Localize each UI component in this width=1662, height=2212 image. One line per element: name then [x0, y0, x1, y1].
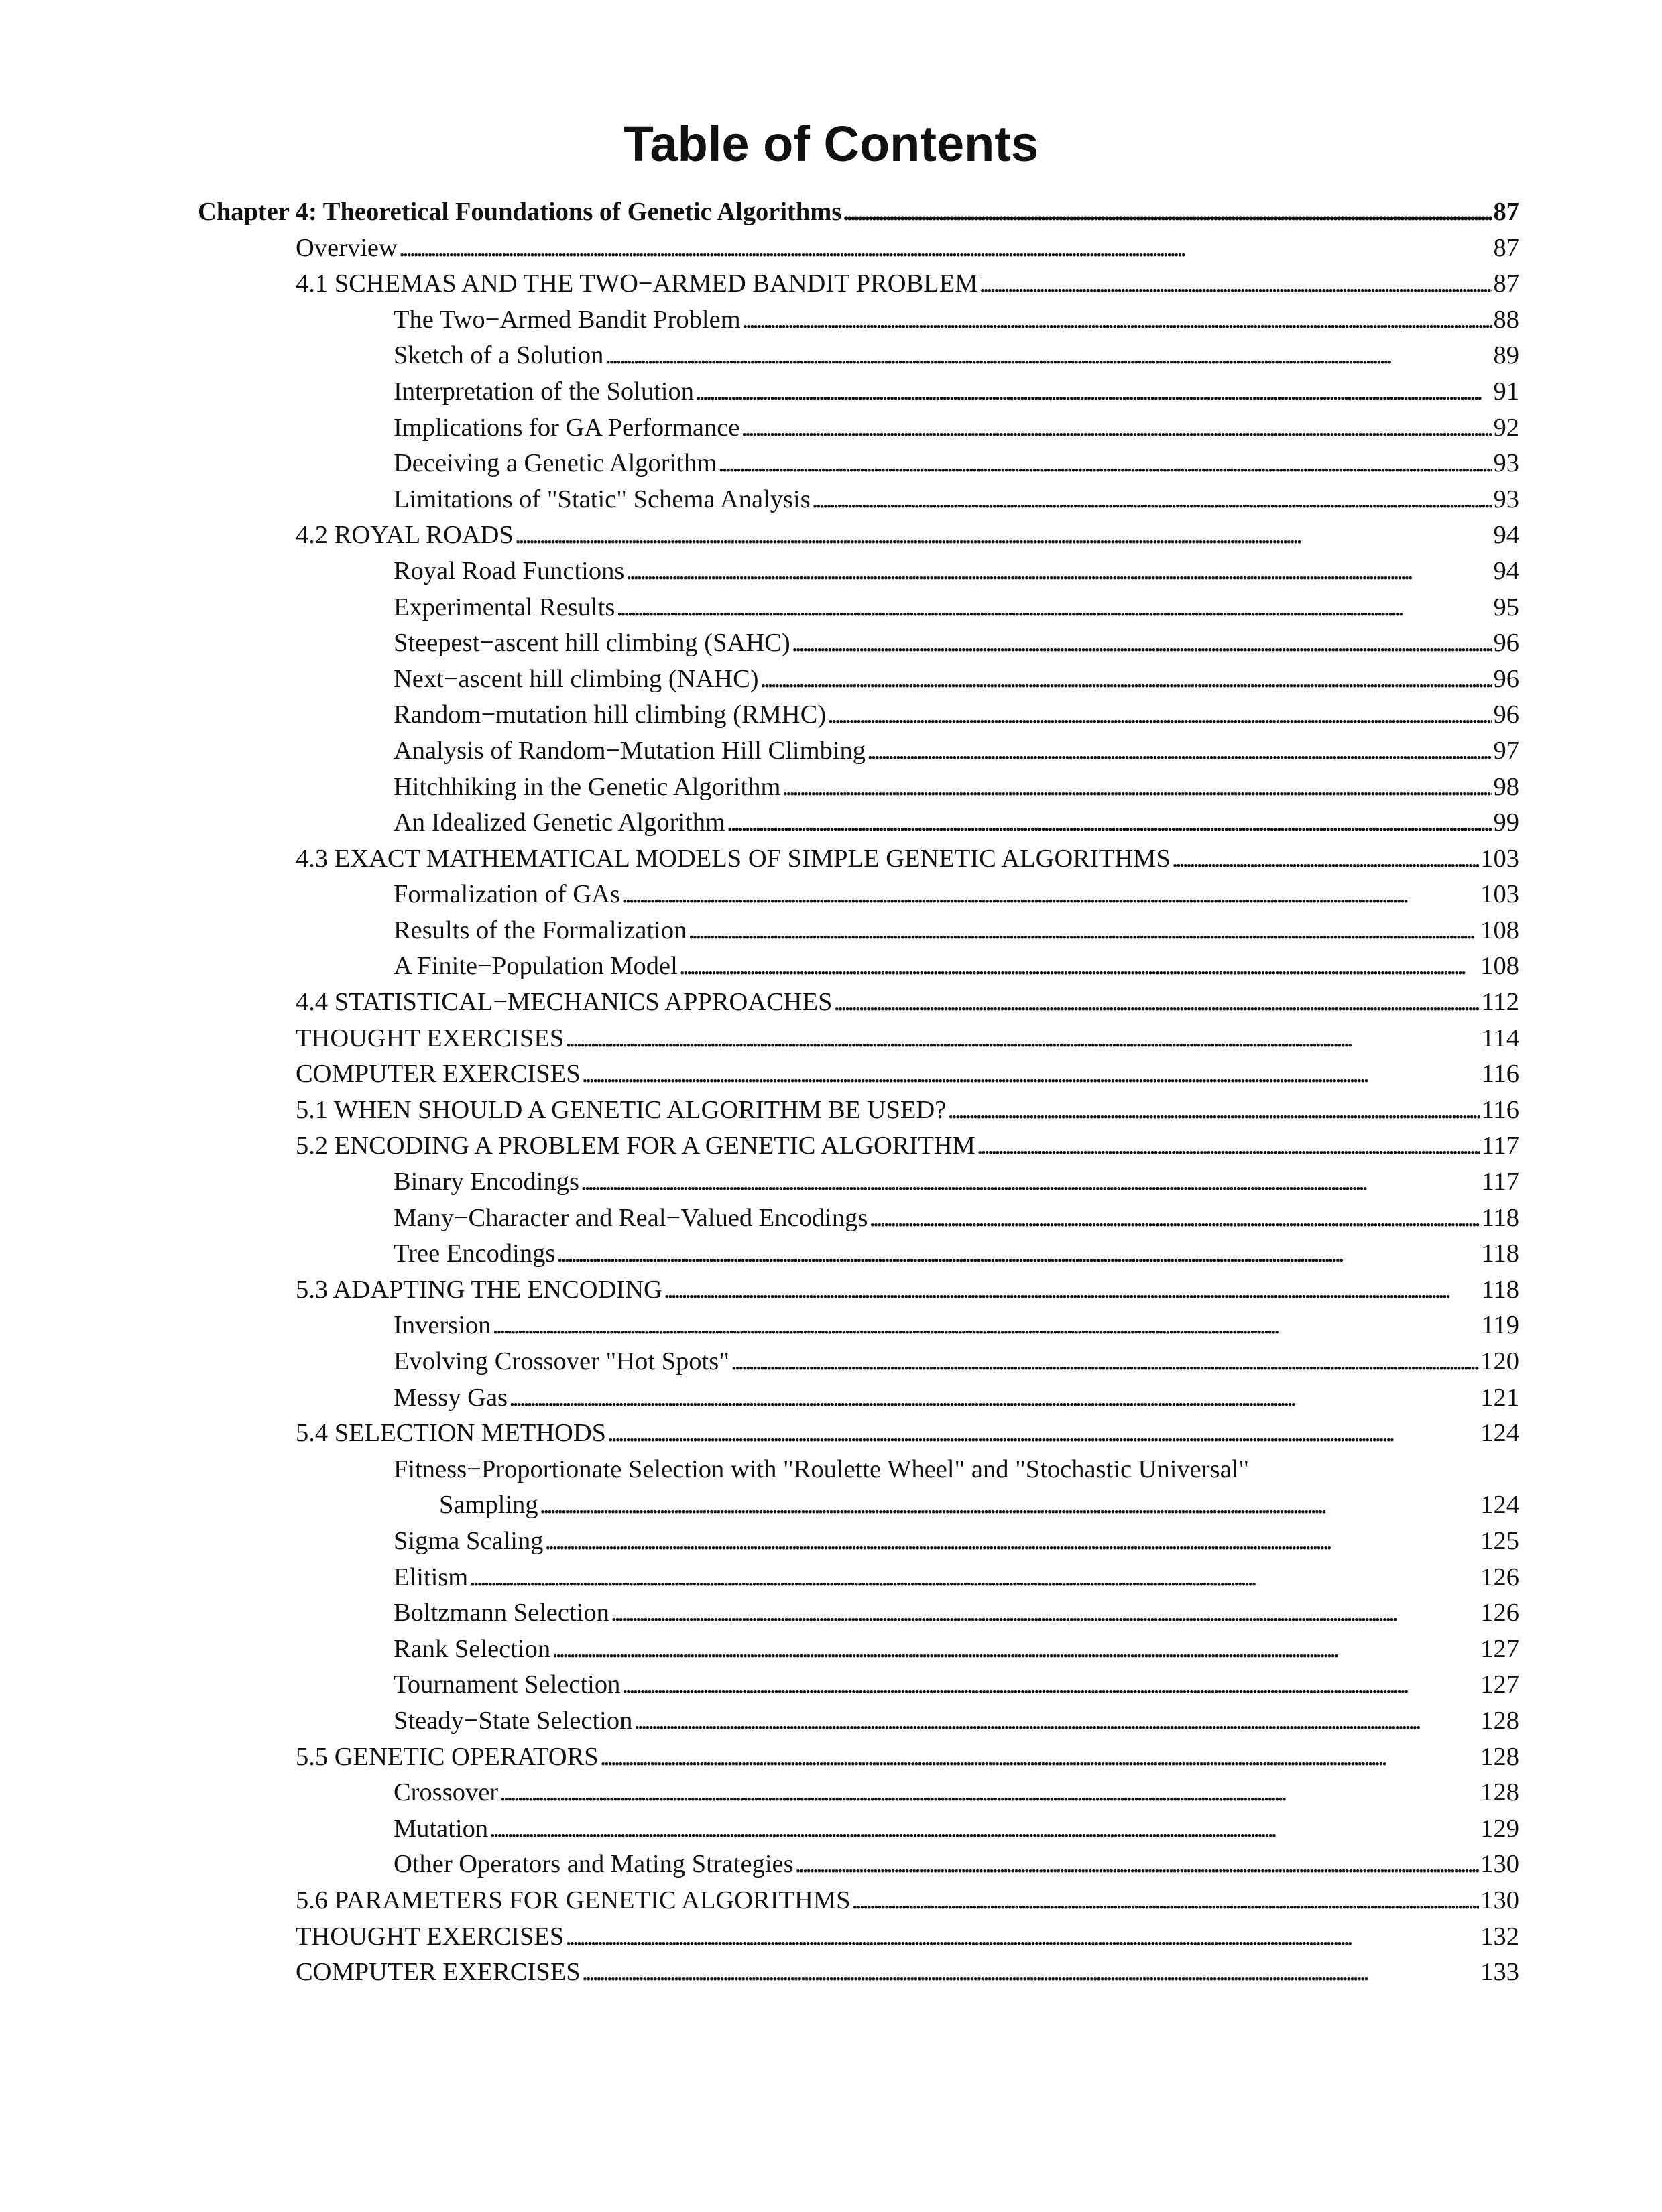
toc-page-number: 88: [1493, 305, 1519, 334]
toc-page-number: 133: [1480, 1958, 1519, 1987]
toc-subsection-entry[interactable]: [0, 1524, 1662, 1560]
toc-subsection-entry[interactable]: [0, 446, 1662, 482]
toc-entry-label: Many−Character and Real−Valued Encodings: [394, 1203, 868, 1232]
toc-entry-label: Random−mutation hill climbing (RMHC): [394, 700, 827, 729]
dot-leader: [834, 985, 1480, 1021]
toc-section-entry[interactable]: [0, 517, 1662, 554]
dot-leader: [581, 1164, 1480, 1201]
toc-entry-label: Evolving Crossover "Hot Spots": [394, 1347, 729, 1375]
dot-leader: [812, 482, 1492, 518]
toc-subsection-entry[interactable]: [0, 590, 1662, 626]
toc-entry-label: Limitations of "Static" Schema Analysis: [394, 485, 811, 513]
dot-leader: [679, 948, 1479, 985]
toc-entry-label: Formalization of GAs: [394, 880, 620, 909]
toc-section-entry[interactable]: [0, 1883, 1662, 1919]
toc-page-number: 96: [1493, 700, 1519, 729]
toc-page-number: 117: [1481, 1168, 1519, 1196]
toc-entry-label: Royal Road Functions: [394, 556, 625, 585]
dot-leader: [499, 1775, 1479, 1811]
toc-page-number: 124: [1480, 1419, 1519, 1448]
toc-page-number: 129: [1480, 1814, 1519, 1843]
dot-leader: [979, 266, 1492, 302]
dot-leader: [540, 1487, 1480, 1524]
toc-entry-label: Analysis of Random−Mutation Hill Climbing: [394, 736, 866, 765]
toc-page-number: 96: [1493, 664, 1519, 693]
toc-section-entry[interactable]: [0, 1128, 1662, 1164]
toc-page-number: 128: [1480, 1742, 1519, 1771]
toc-section-entry[interactable]: [0, 841, 1662, 877]
toc-page-number: 130: [1480, 1886, 1519, 1914]
toc-page-number: 98: [1493, 772, 1519, 801]
toc-page-number: 118: [1481, 1275, 1519, 1304]
dot-leader: [582, 1056, 1480, 1093]
toc-page-number: 120: [1480, 1347, 1519, 1375]
toc-entry-label: 5.4 SELECTION METHODS: [296, 1419, 607, 1448]
toc-entry-label: Chapter 4: Theoretical Foundations of Genetic Algorithms: [198, 198, 842, 226]
toc-subsection-entry[interactable]: [0, 482, 1662, 518]
toc-subsection-entry[interactable]: [0, 1380, 1662, 1416]
toc-chapter-entry[interactable]: [0, 194, 1662, 231]
toc-entry-label: Experimental Results: [394, 593, 615, 621]
toc-subsection-entry-continuation[interactable]: [0, 1487, 1662, 1524]
toc-page-number: 118: [1481, 1239, 1519, 1268]
toc-entry-label: A Finite−Population Model: [394, 952, 678, 981]
toc-section-entry[interactable]: [0, 231, 1662, 267]
toc-entry-label: The Two−Armed Bandit Problem: [394, 305, 741, 334]
dot-leader: [977, 1128, 1480, 1164]
toc-subsection-entry[interactable]: [0, 1201, 1662, 1237]
toc-page-number: 93: [1493, 449, 1519, 478]
toc-page-number: 128: [1480, 1778, 1519, 1807]
toc-page-number: 93: [1493, 485, 1519, 513]
dot-leader: [565, 1021, 1480, 1057]
toc-subsection-entry[interactable]: [0, 1560, 1662, 1596]
toc-page-number: 125: [1480, 1526, 1519, 1555]
toc-entry-label: Elitism: [394, 1562, 469, 1591]
toc-entry-label: COMPUTER EXERCISES: [296, 1958, 581, 1987]
toc-subsection-entry[interactable]: [0, 877, 1662, 913]
dot-leader: [718, 446, 1492, 482]
dot-leader: [760, 662, 1492, 698]
toc-entry-label: Sketch of a Solution: [394, 341, 604, 370]
toc-section-entry[interactable]: [0, 985, 1662, 1021]
toc-page-number: 97: [1493, 736, 1519, 765]
toc-entry-label: 4.2 ROYAL ROADS: [296, 521, 514, 550]
toc-entry-label: Other Operators and Mating Strategies: [394, 1850, 794, 1879]
toc-section-entry[interactable]: [0, 266, 1662, 302]
toc-subsection-entry[interactable]: [0, 1811, 1662, 1847]
toc-subsection-entry[interactable]: [0, 913, 1662, 949]
dot-leader: [556, 1236, 1480, 1272]
toc-subsection-entry[interactable]: [0, 1344, 1662, 1380]
toc-subsection-entry[interactable]: [0, 948, 1662, 985]
toc-entry-label: Implications for GA Performance: [394, 413, 740, 442]
toc-page-number: 130: [1480, 1850, 1519, 1879]
dot-leader: [792, 625, 1492, 662]
toc-subsection-entry[interactable]: [0, 374, 1662, 410]
toc-subsection-entry[interactable]: [0, 1595, 1662, 1632]
toc-entry-label: Steepest−ascent hill climbing (SAHC): [394, 629, 790, 658]
toc-entry-label: Rank Selection: [394, 1634, 551, 1663]
toc-section-entry[interactable]: [0, 1272, 1662, 1308]
toc-page-number: 127: [1480, 1670, 1519, 1699]
toc-page-number: 114: [1481, 1024, 1519, 1052]
toc-entry-label: An Idealized Genetic Algorithm: [394, 808, 725, 837]
toc-entry-label: COMPUTER EXERCISES: [296, 1060, 581, 1089]
dot-leader: [582, 1955, 1480, 1991]
toc-section-entry[interactable]: [0, 1093, 1662, 1129]
toc-entry-label: 5.5 GENETIC OPERATORS: [296, 1742, 599, 1771]
dot-leader: [492, 1308, 1480, 1344]
toc-entry-label: Overview: [296, 233, 398, 262]
dot-leader: [621, 877, 1479, 913]
toc-entry-label: 5.1 WHEN SHOULD A GENETIC ALGORITHM BE USED?: [296, 1095, 947, 1124]
toc-subsection-entry[interactable]: [0, 733, 1662, 770]
dot-leader: [399, 231, 1492, 267]
dot-leader: [611, 1595, 1479, 1632]
toc-subsection-entry-wrapped-line[interactable]: Fitness−Proportionate Selection with "Roulette Wheel" and "Stochastic Universal": [394, 1455, 1250, 1483]
toc-entry-label: 5.6 PARAMETERS FOR GENETIC ALGORITHMS: [296, 1886, 851, 1914]
toc-page-number: 127: [1480, 1634, 1519, 1663]
toc-entry-label: Steady−State Selection: [394, 1706, 633, 1735]
toc-subsection-entry[interactable]: [0, 338, 1662, 374]
toc-subsection-entry[interactable]: [0, 697, 1662, 733]
toc-page-number: 112: [1481, 988, 1519, 1017]
toc-page-number: 116: [1481, 1060, 1519, 1089]
toc-page-number: 95: [1493, 593, 1519, 621]
dot-leader: [600, 1739, 1480, 1776]
toc-subsection-entry[interactable]: [0, 410, 1662, 446]
dot-leader: [605, 338, 1492, 374]
toc-section-entry[interactable]: [0, 1056, 1662, 1093]
dot-leader: [626, 554, 1492, 590]
toc-page-number: 119: [1481, 1311, 1519, 1340]
toc-list: [0, 194, 1662, 1991]
toc-page-number: 103: [1480, 844, 1519, 873]
toc-subsection-entry[interactable]: [0, 1308, 1662, 1344]
dot-leader: [843, 194, 1492, 231]
dot-leader: [545, 1524, 1480, 1560]
toc-page-number: 87: [1493, 198, 1519, 226]
toc-entry-label: Messy Gas: [394, 1383, 508, 1412]
toc-entry-label: Sigma Scaling: [394, 1526, 544, 1555]
toc-page-number: 126: [1480, 1562, 1519, 1591]
toc-entry-label: THOUGHT EXERCISES: [296, 1024, 565, 1052]
dot-leader: [515, 517, 1492, 554]
toc-subsection-entry[interactable]: [0, 1632, 1662, 1668]
toc-entry-label: 4.4 STATISTICAL−MECHANICS APPROACHES: [296, 988, 833, 1017]
toc-page-number: 96: [1493, 629, 1519, 658]
toc-page-number: 124: [1480, 1491, 1519, 1520]
toc-page-number: 117: [1481, 1131, 1519, 1160]
toc-subsection-entry[interactable]: [0, 1667, 1662, 1703]
toc-entry-label: Next−ascent hill climbing (NAHC): [394, 664, 759, 693]
toc-page-number: 132: [1480, 1922, 1519, 1951]
toc-subsection-entry[interactable]: [0, 662, 1662, 698]
dot-leader: [664, 1272, 1480, 1308]
toc-page-number: 92: [1493, 413, 1519, 442]
toc-subsection-entry[interactable]: [0, 554, 1662, 590]
toc-subsection-entry[interactable]: [0, 770, 1662, 806]
toc-page-number: 99: [1493, 808, 1519, 837]
dot-leader: [741, 410, 1492, 446]
dot-leader: [727, 805, 1492, 841]
toc-subsection-entry[interactable]: [0, 1847, 1662, 1883]
toc-entry-label: Hitchhiking in the Genetic Algorithm: [394, 772, 781, 801]
dot-leader: [742, 302, 1492, 339]
dot-leader: [827, 697, 1492, 733]
toc-entry-label: Results of the Formalization: [394, 916, 687, 944]
toc-subsection-entry[interactable]: [0, 1775, 1662, 1811]
toc-page-number: 128: [1480, 1706, 1519, 1735]
toc-page-number: 103: [1480, 880, 1519, 909]
toc-section-entry[interactable]: [0, 1416, 1662, 1452]
toc-subsection-entry[interactable]: [0, 1703, 1662, 1739]
dot-leader: [731, 1344, 1479, 1380]
toc-page-number: 94: [1493, 556, 1519, 585]
toc-entry-label: Boltzmann Selection: [394, 1599, 609, 1627]
toc-entry-label: Tree Encodings: [394, 1239, 556, 1268]
toc-page-number: 91: [1493, 377, 1519, 406]
dot-leader: [947, 1093, 1480, 1129]
toc-subsection-entry[interactable]: [0, 302, 1662, 339]
toc-page-number: 108: [1480, 916, 1519, 944]
toc-subsection-entry[interactable]: [0, 1164, 1662, 1201]
toc-page-number: 116: [1481, 1095, 1519, 1124]
toc-page-number: 126: [1480, 1599, 1519, 1627]
toc-section-entry[interactable]: [0, 1919, 1662, 1955]
toc-section-entry[interactable]: [0, 1955, 1662, 1991]
toc-entry-label: Deceiving a Genetic Algorithm: [394, 449, 717, 478]
toc-page-number: 108: [1480, 952, 1519, 981]
toc-entry-label: 5.3 ADAPTING THE ENCODING: [296, 1275, 662, 1304]
toc-subsection-entry[interactable]: [0, 625, 1662, 662]
toc-page-number: 87: [1493, 233, 1519, 262]
toc-page-number: 121: [1480, 1383, 1519, 1412]
page-title: Table of Contents: [623, 116, 1039, 172]
dot-leader: [634, 1703, 1479, 1739]
dot-leader: [867, 733, 1492, 770]
toc-page-number: 89: [1493, 341, 1519, 370]
toc-entry-label: 5.2 ENCODING A PROBLEM FOR A GENETIC ALGORITHM: [296, 1131, 975, 1160]
toc-page-number: 118: [1481, 1203, 1519, 1232]
toc-entry-label: Sampling: [439, 1491, 538, 1520]
dot-leader: [607, 1416, 1479, 1452]
dot-leader: [782, 770, 1492, 806]
dot-leader: [795, 1847, 1480, 1883]
toc-section-entry[interactable]: [0, 1739, 1662, 1776]
dot-leader: [695, 374, 1492, 410]
dot-leader: [509, 1380, 1479, 1416]
toc-entry-label: Binary Encodings: [394, 1168, 579, 1196]
toc-subsection-entry[interactable]: [0, 805, 1662, 841]
toc-entry-label: Tournament Selection: [394, 1670, 621, 1699]
toc-entry-label: Crossover: [394, 1778, 499, 1807]
dot-leader: [1172, 841, 1479, 877]
dot-leader: [489, 1811, 1479, 1847]
toc-entry-label: 4.1 SCHEMAS AND THE TWO−ARMED BANDIT PROBLEM: [296, 269, 978, 298]
dot-leader: [869, 1201, 1480, 1237]
dot-leader: [565, 1919, 1479, 1955]
toc-entry-label: Interpretation of the Solution: [394, 377, 694, 406]
dot-leader: [688, 913, 1479, 949]
toc-entry-label: Inversion: [394, 1311, 491, 1340]
toc-page-number: 87: [1493, 269, 1519, 298]
toc-section-entry[interactable]: [0, 1021, 1662, 1057]
toc-subsection-entry[interactable]: [0, 1236, 1662, 1272]
toc-entry-label: Mutation: [394, 1814, 489, 1843]
dot-leader: [616, 590, 1492, 626]
dot-leader: [469, 1560, 1479, 1596]
toc-entry-label: THOUGHT EXERCISES: [296, 1922, 565, 1951]
dot-leader: [852, 1883, 1480, 1919]
toc-entry-label: 4.3 EXACT MATHEMATICAL MODELS OF SIMPLE GENETIC ALGORITHMS: [296, 844, 1171, 873]
dot-leader: [552, 1632, 1479, 1668]
dot-leader: [621, 1667, 1479, 1703]
toc-page-number: 94: [1493, 521, 1519, 550]
